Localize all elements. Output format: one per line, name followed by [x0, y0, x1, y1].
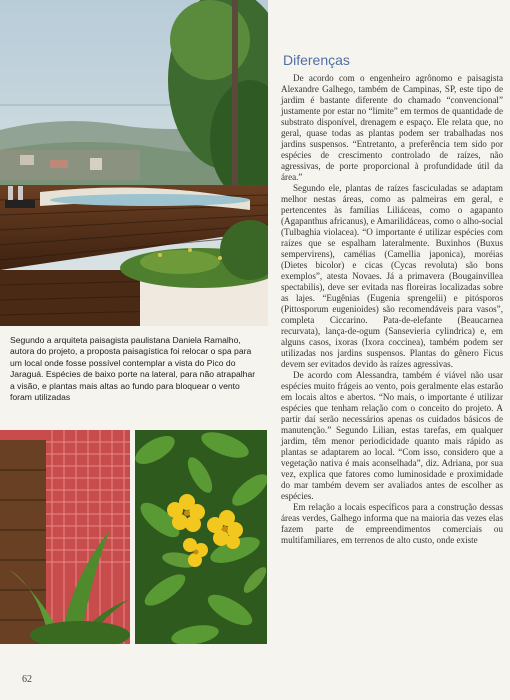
paragraph-3: De acordo com Alessandra, também é viável não usar espécies muito frágeis ao vento, pois geralmente elas estarão em locais altos e abertos. “No mais, o importante é utilizar espécies que tenham relação com o conceito do projeto. A partir daí serão necessários apenas os cuidados básicos de manutenção.” Segundo Lilian, estas tarefas, em qualquer jardim, têm menor periodicidade quanto mais rápido as plantas se adaptarem ao local. “Com isso, considero que a vegetação nativa é mais aconselhada”, diz. Adriana, por sua vez, explica que fatores como luminosidade e proximidade do mar também devem ser avaliados antes de escolher as espécies.: [281, 370, 503, 501]
photo-caption: [10, 335, 260, 403]
paragraph-1: De acordo com o engenheiro agrônomo e paisagista Alexandre Galhego, também de Campinas, SP, este tipo de jardim é bastante diferente do chamado “convencional” justamente por estar no “limite” em termos de quantidade de substrato disponível, drenagem e espaço. Ele relata que, no geral, quase todas as plantas podem ser trabalhadas nos jardins suspensos. “Entretanto, a preferência tem sido por espécies de crescimento controlado de raízes, não agressivas, de porte proporcional à profundidade útil da área.”: [281, 73, 503, 182]
photo-yellow-flowers: [135, 430, 267, 644]
paragraph-2: Segundo ele, plantas de raízes fasciculadas se adaptam melhor nestas áreas, como as palmeiras em geral, e pertencentes às famílias Liliáceas, como o agapanto (Agapanthus africanus), e Amarilidáceas, como o alho-social (Tulbaghia violacea). “O importante é utilizar espécies com raízes que se espalham lateralmente. Buxinhos (Buxus sempervirens), camélias (Camellia japonica), moréias (Dietes bicolor) e cicas (Cycas revoluta) são bons exemplos”, atesta Novaes. Já a primavera (Bougainvillea spectabilis), deve ser evitada nas floreiras localizadas sobre as lajes. “Eugênias (Eugenia sprengelii) e pitósporos (Pittosporum eugenioides) são recomendáveis para vasos”, completa Ciccarino. Pata-de-elefante (Beaucarnea recurvata), lança-de-ogum (Sansevieria cylindrica) e, em alguns casos, ixoras (Ixora coccinea), também podem ser utilizadas nos jardins suspensos. Plantas do gênero Ficus devem ser evitados devido às raízes agressivas.: [281, 183, 503, 369]
caption-text: Segundo a arquiteta paisagista paulistana Daniela Ramalho, autora do projeto, a proposta paisagística foi relocar o spa para um local onde fosse possível contemplar a vista do Pico do Jaraguá. Espécies de baixo porte na lateral, para não atrapalhar a visão, e plantas mais altas ao fundo para bloquear o vento foram utilizadas: [10, 335, 256, 403]
section-heading: Diferenças: [283, 52, 350, 68]
photo-red-tile-planter: [0, 430, 130, 644]
page-number: 62: [22, 674, 32, 685]
paragraph-4: Em relação a locais específicos para a construção dessas áreas verdes, Galhego informa que na maioria das vezes elas fazem parte de empreendimentos comerciais ou multifamiliares, em terrenos de alto custo, onde existe: [281, 502, 503, 545]
article-body: [281, 73, 503, 546]
photo-terrace-spa: [0, 0, 268, 326]
